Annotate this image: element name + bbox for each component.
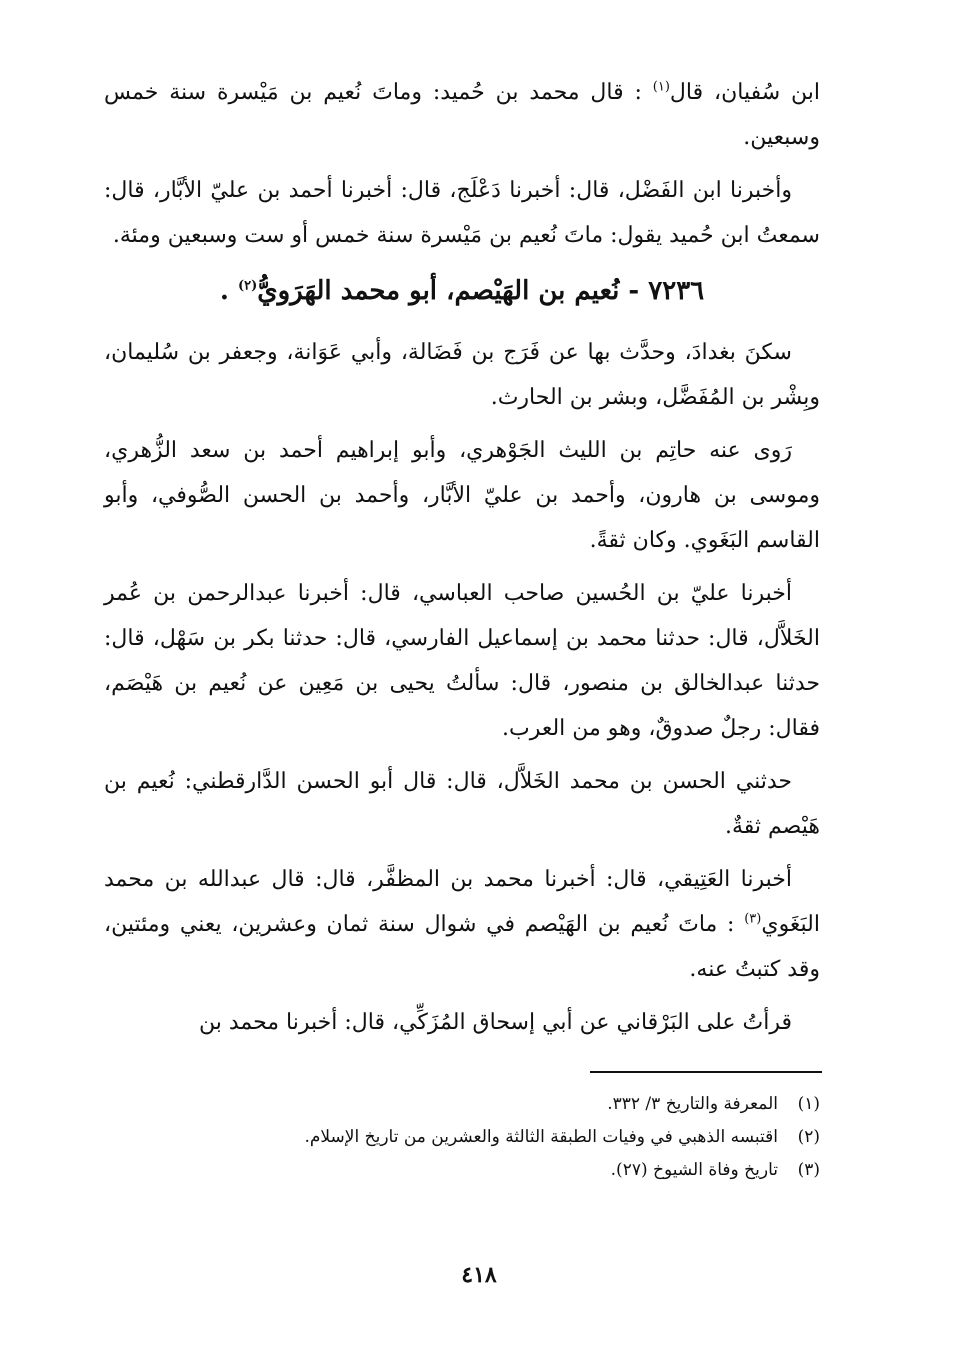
paragraph: رَوى عنه حاتِم بن الليث الجَوْهري، وأبو إبراهيم أحمد بن سعد الزُّهري، وموسى بن هارون، وأحمد بن عليّ الأبَّار، وأحمد بن الحسن الصُّوفي، وأبو القاسم البَغَوي. وكان ثقةً. (104, 438, 820, 553)
footnote-text: اقتبسه الذهبي في وفيات الطبقة الثالثة والعشرين من تاريخ الإسلام. (304, 1127, 778, 1147)
footnote-ref: (١) (652, 79, 670, 95)
paragraph: أخبرنا العَتِيقي، قال: أخبرنا محمد بن المظفَّر، قال: قال عبدالله بن محمد البَغَوي$^{(٣)}$ : ماتَ نُعيم بن الهَيْصم في شوال سنة ثمان وعشرين، يعني ومئتين، وقد كتبتُ عنه. (104, 867, 820, 982)
footnote-divider (590, 1071, 822, 1073)
footnote-ref: (٢) (237, 278, 258, 294)
footnote-item (104, 1088, 820, 1121)
footnote-number: (٢) (797, 1127, 820, 1147)
paragraph: ابن سُفيان، قال$^{(١)}$ : قال محمد بن حُميد: وماتَ نُعيم بن مَيْسرة سنة خمس وسبعين. (104, 79, 820, 150)
footnote-number: (١) (797, 1094, 820, 1114)
paragraph: قرأتُ على البَرْقاني عن أبي إسحاق المُزَكِّي، قال: أخبرنا محمد بن (198, 1010, 792, 1035)
entry-heading: ٧٢٣٦ - نُعيم بن الهَيْصم، أبو محمد الهَرَويُّ$^{(٢)}$ . (219, 276, 705, 306)
footnote-item (104, 1121, 820, 1154)
footnote-text: المعرفة والتاريخ ٣/ ٣٣٢. (607, 1094, 778, 1114)
footnote-ref: (٣) (744, 911, 762, 927)
paragraph: سكنَ بغدادَ، وحدَّث بها عن فَرَج بن فَضَالة، وأبي عَوَانة، وجعفر بن سُليمان، وبِشْر بن المُفَضَّل، وبشر بن الحارث. (104, 340, 820, 410)
paragraph: وأخبرنا ابن الفَضْل، قال: أخبرنا دَعْلَج، قال: أخبرنا أحمد بن عليّ الأبَّار، قال: سمعتُ ابن حُميد يقول: ماتَ نُعيم بن مَيْسرة سنة خمس أو ست وسبعين ومئة. (104, 178, 820, 248)
page-number: ٤١٨ (461, 1262, 497, 1288)
paragraph: حدثني الحسن بن محمد الخَلاَّل، قال: قال أبو الحسن الدَّارقطني: نُعيم بن هَيْصم ثقةٌ. (104, 769, 820, 839)
footnotes (104, 1088, 820, 1187)
main-text (104, 70, 820, 1053)
footnote-number: (٣) (797, 1160, 820, 1180)
footnote-text: تاريخ وفاة الشيوخ (٢٧). (610, 1160, 778, 1180)
footnote-item (104, 1154, 820, 1187)
paragraph: أخبرنا عليّ بن الحُسين صاحب العباسي، قال: أخبرنا عبدالرحمن بن عُمر الخَلاَّل، قال: حدثنا محمد بن إسماعيل الفارسي، قال: حدثنا بكر بن سَهْل، قال: حدثنا عبدالخالق بن منصور، قال: سألتُ يحيى بن مَعِين عن نُعيم بن هَيْصَم، فقال: رجلٌ صدوقٌ، وهو من العرب. (104, 581, 820, 741)
